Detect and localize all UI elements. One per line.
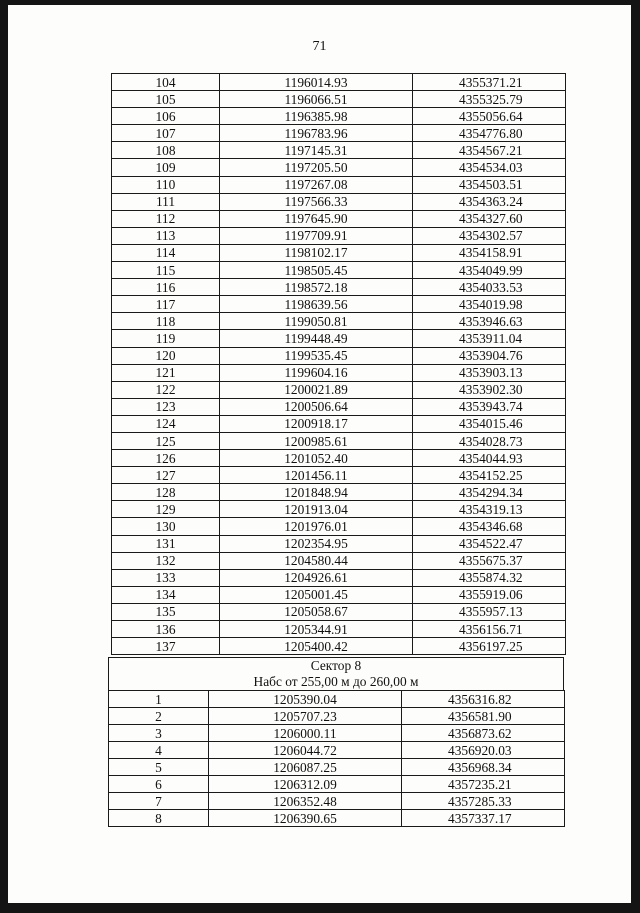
x-coordinate-cell: 1197145.31: [220, 142, 413, 159]
point-number-cell: 135: [112, 603, 220, 620]
x-coordinate-cell: 1201913.04: [220, 501, 413, 518]
x-coordinate-cell: 1198505.45: [220, 262, 413, 279]
table-row: [112, 244, 566, 261]
y-coordinate-cell: 4354522.47: [413, 535, 566, 552]
table-row: [112, 347, 566, 364]
x-coordinate-cell: 1201976.01: [220, 518, 413, 535]
table-row: [112, 330, 566, 347]
point-number-cell: 6: [109, 776, 209, 793]
y-coordinate-cell: 4357337.17: [402, 810, 565, 827]
x-coordinate-cell: 1200918.17: [220, 415, 413, 432]
y-coordinate-cell: 4355919.06: [413, 586, 566, 603]
y-coordinate-cell: 4356968.34: [402, 759, 565, 776]
point-number-cell: 118: [112, 313, 220, 330]
table-row: [112, 535, 566, 552]
y-coordinate-cell: 4354302.57: [413, 227, 566, 244]
point-number-cell: 137: [112, 638, 220, 655]
table-row: [112, 125, 566, 142]
point-number-cell: 121: [112, 364, 220, 381]
x-coordinate-cell: 1197205.50: [220, 159, 413, 176]
point-number-cell: 120: [112, 347, 220, 364]
y-coordinate-cell: 4353943.74: [413, 398, 566, 415]
sector-subtitle: Набс от 255,00 м до 260,00 м: [253, 674, 419, 689]
point-number-cell: 127: [112, 467, 220, 484]
table-row: [112, 296, 566, 313]
x-coordinate-cell: 1205344.91: [220, 621, 413, 638]
coordinates-table: [111, 73, 566, 655]
x-coordinate-cell: 1206312.09: [209, 776, 402, 793]
table-row: [109, 708, 565, 725]
x-coordinate-cell: 1206044.72: [209, 742, 402, 759]
y-coordinate-cell: 4354503.51: [413, 176, 566, 193]
sector-table-body: [109, 691, 565, 827]
y-coordinate-cell: 4354019.98: [413, 296, 566, 313]
table-row: [112, 142, 566, 159]
y-coordinate-cell: 4356920.03: [402, 742, 565, 759]
x-coordinate-cell: 1196783.96: [220, 125, 413, 142]
y-coordinate-cell: 4356156.71: [413, 621, 566, 638]
point-number-cell: 124: [112, 415, 220, 432]
table-row: [112, 638, 566, 655]
x-coordinate-cell: 1199535.45: [220, 347, 413, 364]
x-coordinate-cell: 1206000.11: [209, 725, 402, 742]
table-row: [112, 210, 566, 227]
point-number-cell: 110: [112, 176, 220, 193]
table-row: [112, 227, 566, 244]
table-row: [109, 742, 565, 759]
y-coordinate-cell: 4354327.60: [413, 210, 566, 227]
page-number: 71: [312, 39, 327, 54]
x-coordinate-cell: 1205390.04: [209, 691, 402, 708]
x-coordinate-cell: 1206352.48: [209, 793, 402, 810]
point-number-cell: 136: [112, 621, 220, 638]
y-coordinate-cell: 4356197.25: [413, 638, 566, 655]
x-coordinate-cell: 1201456.11: [220, 467, 413, 484]
x-coordinate-cell: 1197645.90: [220, 210, 413, 227]
x-coordinate-cell: 1198102.17: [220, 244, 413, 261]
point-number-cell: 123: [112, 398, 220, 415]
point-number-cell: 109: [112, 159, 220, 176]
y-coordinate-cell: 4355371.21: [413, 74, 566, 91]
y-coordinate-cell: 4355957.13: [413, 603, 566, 620]
y-coordinate-cell: 4353911.04: [413, 330, 566, 347]
y-coordinate-cell: 4354028.73: [413, 432, 566, 449]
point-number-cell: 129: [112, 501, 220, 518]
x-coordinate-cell: 1196385.98: [220, 108, 413, 125]
table-row: [112, 450, 566, 467]
table-row: [112, 467, 566, 484]
y-coordinate-cell: 4356581.90: [402, 708, 565, 725]
x-coordinate-cell: 1200985.61: [220, 432, 413, 449]
x-coordinate-cell: 1196014.93: [220, 74, 413, 91]
x-coordinate-cell: 1199050.81: [220, 313, 413, 330]
scanned-page: [8, 5, 631, 903]
table-row: [109, 793, 565, 810]
y-coordinate-cell: 4354294.34: [413, 484, 566, 501]
point-number-cell: 122: [112, 381, 220, 398]
y-coordinate-cell: 4353904.76: [413, 347, 566, 364]
x-coordinate-cell: 1205400.42: [220, 638, 413, 655]
x-coordinate-cell: 1197267.08: [220, 176, 413, 193]
table-row: [112, 364, 566, 381]
point-number-cell: 134: [112, 586, 220, 603]
sector-coordinates-table: [108, 690, 565, 827]
y-coordinate-cell: 4354158.91: [413, 244, 566, 261]
y-coordinate-cell: 4354152.25: [413, 467, 566, 484]
y-coordinate-cell: 4354319.13: [413, 501, 566, 518]
table-row: [112, 279, 566, 296]
table-row: [112, 313, 566, 330]
y-coordinate-cell: 4355874.32: [413, 569, 566, 586]
y-coordinate-cell: 4357285.33: [402, 793, 565, 810]
point-number-cell: 117: [112, 296, 220, 313]
x-coordinate-cell: 1197709.91: [220, 227, 413, 244]
point-number-cell: 115: [112, 262, 220, 279]
table-row: [112, 603, 566, 620]
y-coordinate-cell: 4353946.63: [413, 313, 566, 330]
x-coordinate-cell: 1204580.44: [220, 552, 413, 569]
point-number-cell: 133: [112, 569, 220, 586]
point-number-cell: 106: [112, 108, 220, 125]
point-number-cell: 2: [109, 708, 209, 725]
x-coordinate-cell: 1206087.25: [209, 759, 402, 776]
point-number-cell: 1: [109, 691, 209, 708]
x-coordinate-cell: 1200506.64: [220, 398, 413, 415]
point-number-cell: 8: [109, 810, 209, 827]
point-number-cell: 104: [112, 74, 220, 91]
x-coordinate-cell: 1204926.61: [220, 569, 413, 586]
y-coordinate-cell: 4356316.82: [402, 691, 565, 708]
point-number-cell: 113: [112, 227, 220, 244]
table-row: [109, 759, 565, 776]
x-coordinate-cell: 1205707.23: [209, 708, 402, 725]
sector-title: Сектор 8: [310, 658, 362, 673]
y-coordinate-cell: 4354776.80: [413, 125, 566, 142]
y-coordinate-cell: 4354534.03: [413, 159, 566, 176]
point-number-cell: 107: [112, 125, 220, 142]
point-number-cell: 5: [109, 759, 209, 776]
table-row: [109, 810, 565, 827]
x-coordinate-cell: 1206390.65: [209, 810, 402, 827]
x-coordinate-cell: 1205001.45: [220, 586, 413, 603]
x-coordinate-cell: 1201848.94: [220, 484, 413, 501]
point-number-cell: 114: [112, 244, 220, 261]
point-number-cell: 111: [112, 193, 220, 210]
table-row: [112, 621, 566, 638]
y-coordinate-cell: 4354363.24: [413, 193, 566, 210]
table-row: [112, 415, 566, 432]
table-row: [109, 725, 565, 742]
x-coordinate-cell: 1198639.56: [220, 296, 413, 313]
y-coordinate-cell: 4357235.21: [402, 776, 565, 793]
point-number-cell: 132: [112, 552, 220, 569]
point-number-cell: 105: [112, 91, 220, 108]
table-row: [112, 484, 566, 501]
table-row: [112, 381, 566, 398]
point-number-cell: 131: [112, 535, 220, 552]
y-coordinate-cell: 4354044.93: [413, 450, 566, 467]
x-coordinate-cell: 1200021.89: [220, 381, 413, 398]
y-coordinate-cell: 4355325.79: [413, 91, 566, 108]
point-number-cell: 3: [109, 725, 209, 742]
point-number-cell: 126: [112, 450, 220, 467]
x-coordinate-cell: 1205058.67: [220, 603, 413, 620]
table-row: [112, 74, 566, 91]
sector-header: [108, 657, 564, 691]
y-coordinate-cell: 4353903.13: [413, 364, 566, 381]
x-coordinate-cell: 1197566.33: [220, 193, 413, 210]
table-row: [112, 586, 566, 603]
x-coordinate-cell: 1196066.51: [220, 91, 413, 108]
table-row: [112, 518, 566, 535]
x-coordinate-cell: 1199604.16: [220, 364, 413, 381]
y-coordinate-cell: 4354049.99: [413, 262, 566, 279]
table-row: [112, 398, 566, 415]
coordinates-table-body: [112, 74, 566, 655]
point-number-cell: 108: [112, 142, 220, 159]
table-row: [112, 108, 566, 125]
table-row: [112, 193, 566, 210]
table-row: [112, 262, 566, 279]
y-coordinate-cell: 4354015.46: [413, 415, 566, 432]
y-coordinate-cell: 4356873.62: [402, 725, 565, 742]
x-coordinate-cell: 1199448.49: [220, 330, 413, 347]
point-number-cell: 7: [109, 793, 209, 810]
y-coordinate-cell: 4354033.53: [413, 279, 566, 296]
y-coordinate-cell: 4354567.21: [413, 142, 566, 159]
table-row: [112, 91, 566, 108]
point-number-cell: 128: [112, 484, 220, 501]
y-coordinate-cell: 4355056.64: [413, 108, 566, 125]
point-number-cell: 125: [112, 432, 220, 449]
point-number-cell: 116: [112, 279, 220, 296]
x-coordinate-cell: 1202354.95: [220, 535, 413, 552]
table-row: [109, 776, 565, 793]
table-row: [112, 552, 566, 569]
table-row: [112, 501, 566, 518]
x-coordinate-cell: 1201052.40: [220, 450, 413, 467]
point-number-cell: 119: [112, 330, 220, 347]
table-row: [109, 691, 565, 708]
table-row: [112, 176, 566, 193]
table-row: [112, 432, 566, 449]
point-number-cell: 112: [112, 210, 220, 227]
y-coordinate-cell: 4354346.68: [413, 518, 566, 535]
x-coordinate-cell: 1198572.18: [220, 279, 413, 296]
table-row: [112, 159, 566, 176]
y-coordinate-cell: 4353902.30: [413, 381, 566, 398]
y-coordinate-cell: 4355675.37: [413, 552, 566, 569]
point-number-cell: 4: [109, 742, 209, 759]
table-row: [112, 569, 566, 586]
point-number-cell: 130: [112, 518, 220, 535]
